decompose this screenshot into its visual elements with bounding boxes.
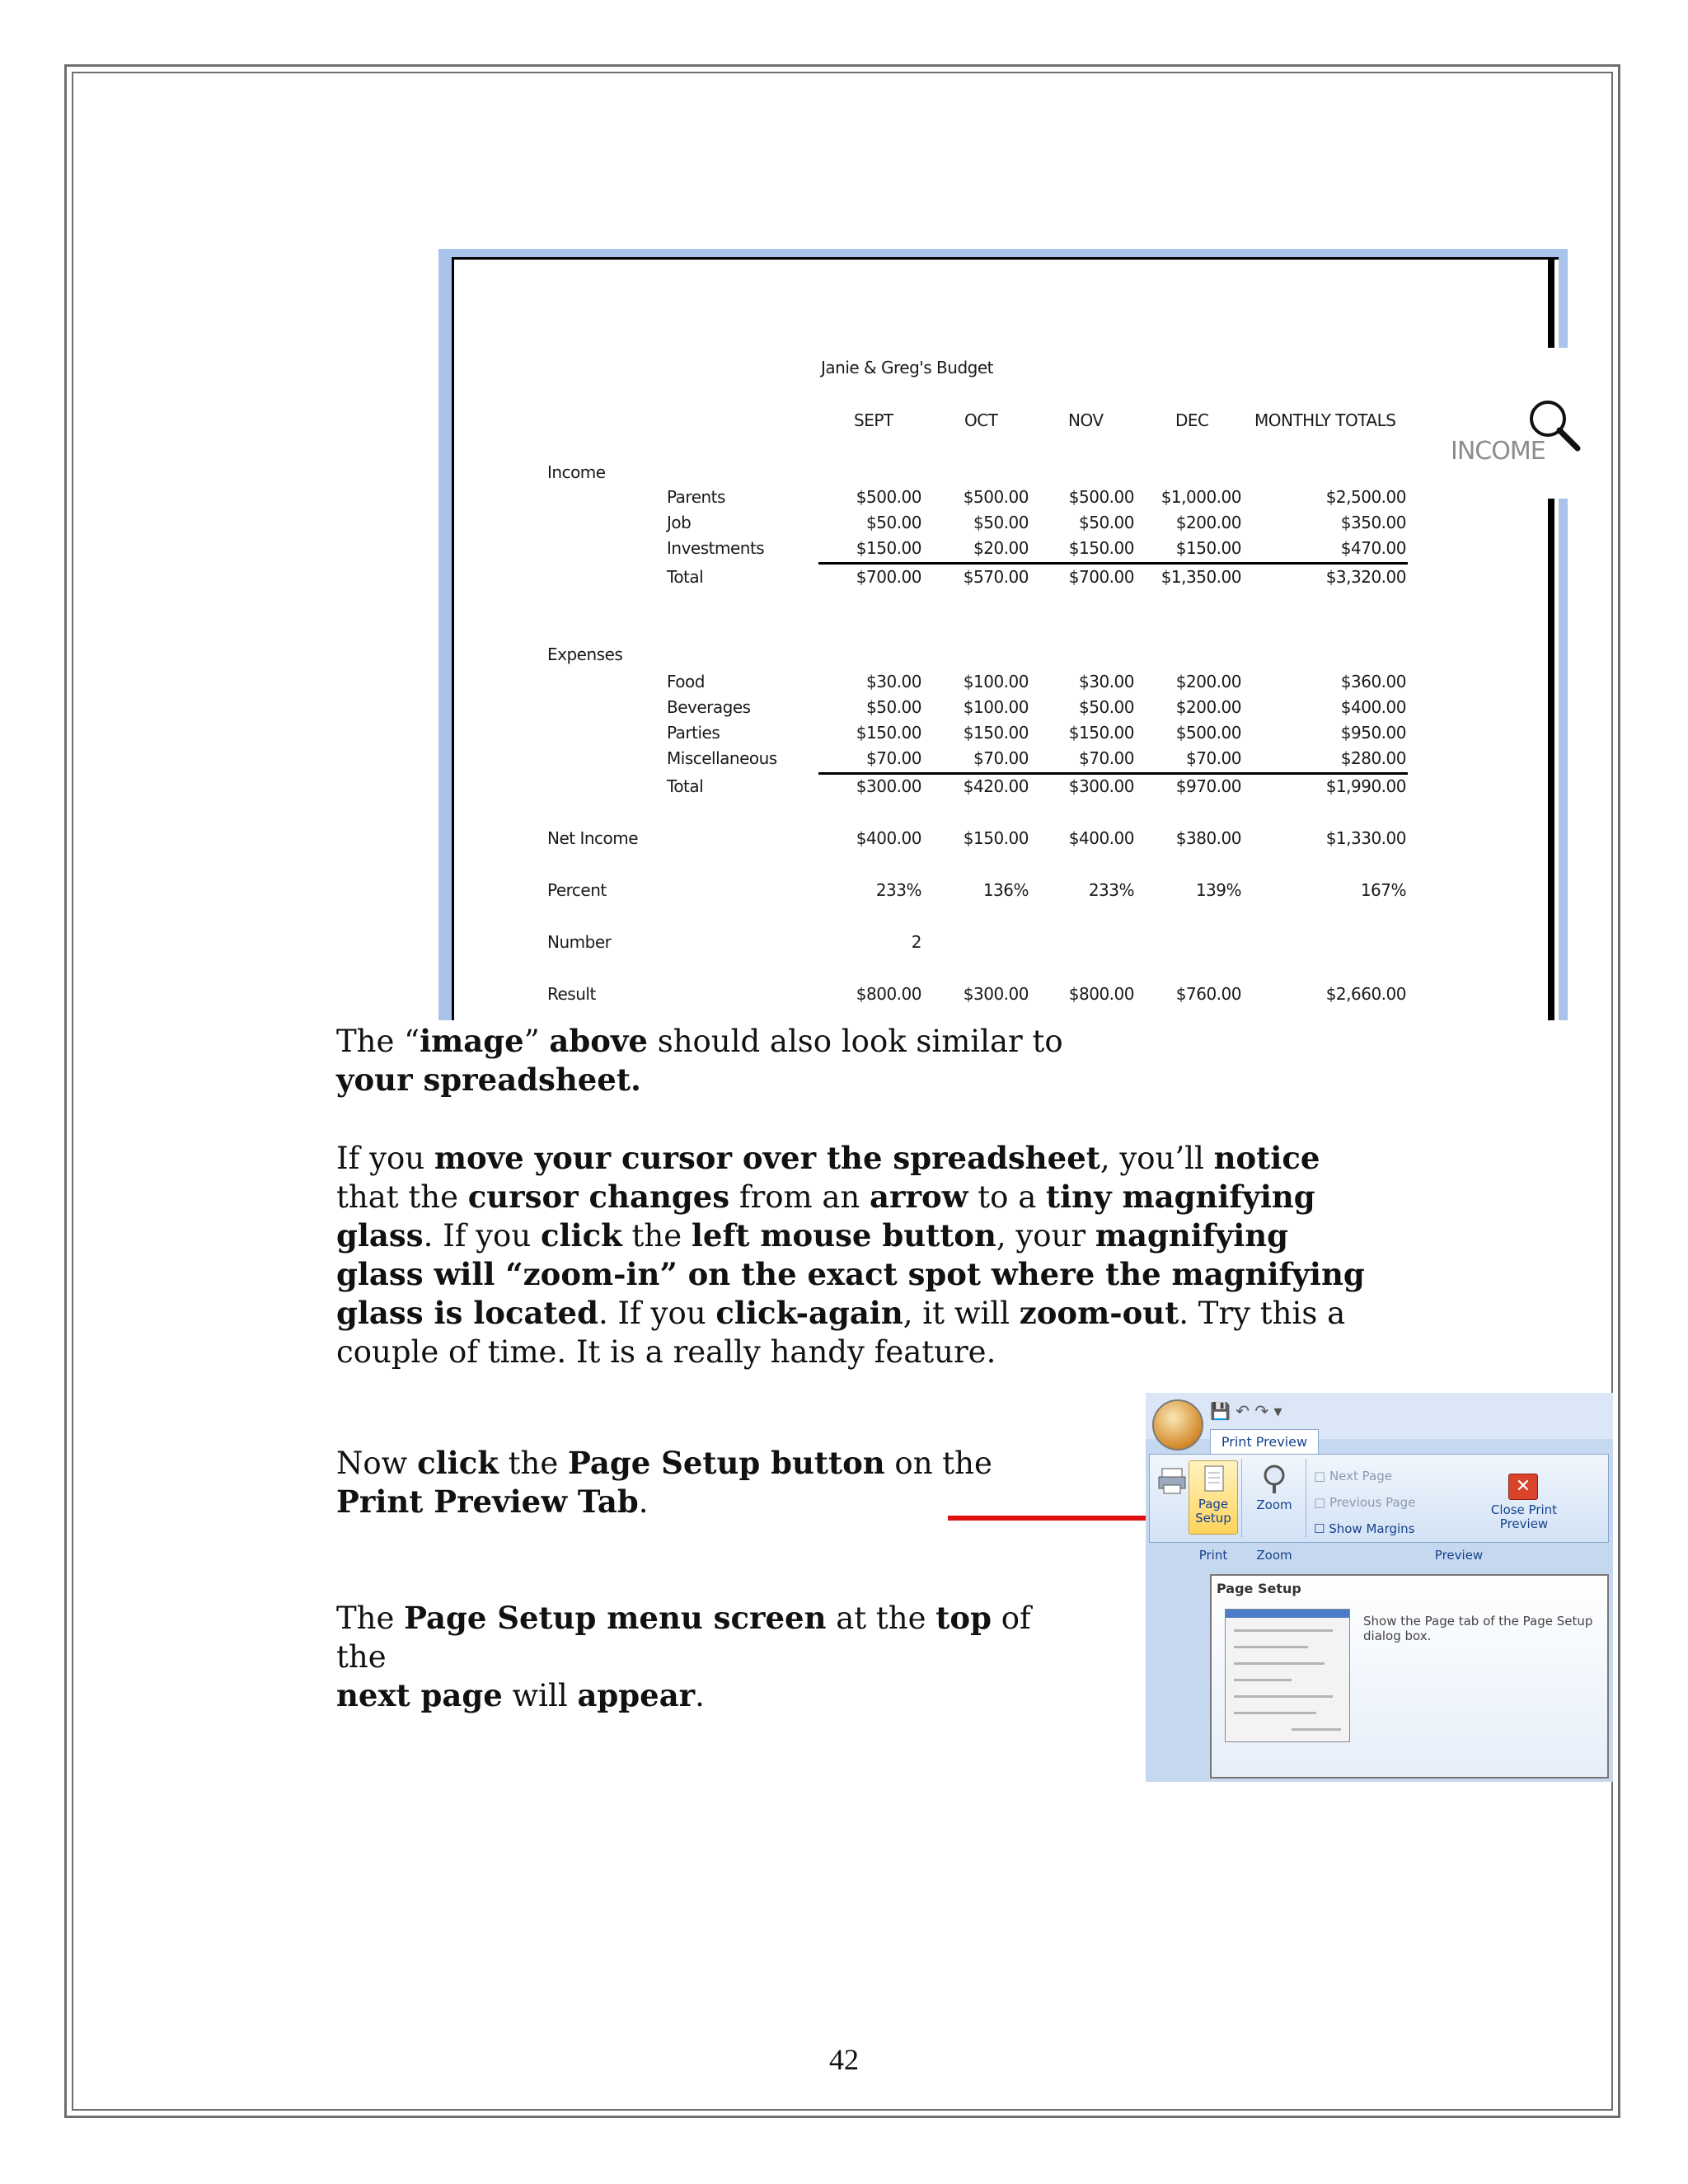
cell-value: $50.00	[1079, 513, 1134, 532]
zoom-label: Zoom	[1256, 1497, 1292, 1512]
cell-value: $700.00	[856, 567, 921, 587]
page-setup-label: Page Setup	[1195, 1497, 1231, 1526]
cell-value: $500.00	[1068, 487, 1134, 507]
row-label: Total	[667, 776, 704, 796]
cell-value: $500.00	[1175, 723, 1241, 743]
group-label-print: Print	[1198, 1548, 1228, 1563]
cell-value: $380.00	[1175, 828, 1241, 848]
cell-value: $400.00	[1068, 828, 1134, 848]
column-header: OCT	[964, 410, 998, 430]
cell-value: $100.00	[963, 697, 1029, 717]
group-label-zoom: Zoom	[1256, 1548, 1292, 1563]
previous-page-label: Previous Page	[1329, 1495, 1416, 1510]
paragraph-zoom-instructions: If you move your cursor over the spreadsheet, you’ll notice that the cursor changes from an arrow to a tiny magnifying glass. If you click the left mouse button, your magnifying glass will “zoom-in” on the exact spot where the magnifying glass is located. If you click-again, it will zoom-out. Try this a couple of time. It is a really handy feature.	[336, 1140, 1365, 1370]
paragraph-page-setup-appears: The Page Setup menu screen at the top of the next page will appear.	[336, 1600, 1031, 1713]
cell-value: $500.00	[856, 487, 921, 507]
row-label: Beverages	[667, 697, 751, 717]
cell-value: 233%	[1088, 880, 1134, 900]
section-label-income: Income	[547, 462, 606, 482]
zoom-icon	[1258, 1462, 1291, 1495]
column-header: DEC	[1175, 410, 1209, 430]
cell-value: $400.00	[1340, 697, 1406, 717]
preview-page	[452, 257, 1559, 1020]
section-label-expenses: Expenses	[547, 644, 623, 664]
cell-value: $800.00	[856, 984, 921, 1004]
cell-value: $300.00	[856, 776, 921, 796]
cell-value: $150.00	[1068, 538, 1134, 558]
close-icon[interactable]: ✕	[1508, 1474, 1538, 1500]
cell-value: $300.00	[1068, 776, 1134, 796]
cell-value: $70.00	[1079, 748, 1134, 768]
page-setup-button[interactable]	[1189, 1460, 1238, 1535]
close-print-preview-button[interactable]	[1479, 1503, 1569, 1531]
cell-value: $1,350.00	[1160, 567, 1241, 587]
cell-value: $200.00	[1175, 697, 1241, 717]
cell-value: $2,500.00	[1325, 487, 1406, 507]
red-arrow-line	[948, 1516, 1169, 1521]
page-setup-dialog-thumbnail	[1225, 1609, 1350, 1742]
row-label: Result	[547, 984, 596, 1004]
zoom-button[interactable]	[1248, 1462, 1301, 1528]
show-margins-checkbox[interactable]: ☐ Show Margins	[1314, 1521, 1415, 1536]
cell-value: $350.00	[1340, 513, 1406, 532]
cell-value: 167%	[1360, 880, 1406, 900]
cell-value: 2	[911, 932, 921, 952]
row-label: Job	[667, 513, 692, 532]
page-number: 42	[829, 2043, 859, 2076]
cell-value: $70.00	[1186, 748, 1241, 768]
paragraph-image-similar: The “image” above should also look similar to your spreadsheet.	[336, 1023, 1063, 1098]
group-separator	[1241, 1459, 1242, 1538]
cell-value: $760.00	[1175, 984, 1241, 1004]
row-label: Parents	[667, 487, 725, 507]
row-label: Number	[547, 932, 612, 952]
cell-value: $970.00	[1175, 776, 1241, 796]
cell-value: $300.00	[963, 984, 1029, 1004]
page-edge-shadow	[1548, 499, 1554, 1020]
magnifying-glass-icon	[1523, 394, 1587, 458]
next-page-label: Next Page	[1329, 1469, 1392, 1483]
cell-value: $470.00	[1340, 538, 1406, 558]
cell-value: $1,990.00	[1325, 776, 1406, 796]
previous-page-button[interactable]: □ Previous Page	[1314, 1495, 1416, 1510]
cell-value: $500.00	[963, 487, 1029, 507]
page-setup-icon	[1197, 1465, 1230, 1494]
row-label: Total	[667, 567, 704, 587]
cell-value: $200.00	[1175, 513, 1241, 532]
office-button-icon[interactable]	[1152, 1399, 1203, 1451]
cell-value: $400.00	[856, 828, 921, 848]
row-label: Miscellaneous	[667, 748, 777, 768]
row-label: Investments	[667, 538, 765, 558]
cell-value: 139%	[1195, 880, 1241, 900]
column-header: SEPT	[854, 410, 893, 430]
cell-value: $150.00	[963, 723, 1029, 743]
cell-value: $570.00	[963, 567, 1029, 587]
cell-value: $2,660.00	[1325, 984, 1406, 1004]
cell-value: $100.00	[963, 672, 1029, 691]
column-header: MONTHLY TOTALS	[1254, 410, 1396, 430]
cell-value: $150.00	[1068, 723, 1134, 743]
quick-access-icons: 💾 ↶ ↷ ▾	[1210, 1401, 1282, 1421]
cell-value: $20.00	[973, 538, 1029, 558]
cell-value: $360.00	[1340, 672, 1406, 691]
cell-value: $1,330.00	[1325, 828, 1406, 848]
cell-value: $70.00	[973, 748, 1029, 768]
cell-value: $200.00	[1175, 672, 1241, 691]
show-margins-label: Show Margins	[1329, 1521, 1415, 1536]
row-label: Percent	[547, 880, 607, 900]
row-label: Food	[667, 672, 705, 691]
cell-value: $950.00	[1340, 723, 1406, 743]
print-icon[interactable]	[1157, 1467, 1187, 1495]
cell-value: $30.00	[1079, 672, 1134, 691]
cell-value: $150.00	[1175, 538, 1241, 558]
cell-value: $700.00	[1068, 567, 1134, 587]
spreadsheet-preview-image	[438, 249, 1568, 1020]
cell-value: $800.00	[1068, 984, 1134, 1004]
tooltip-title: Page Setup	[1217, 1581, 1301, 1596]
tab-print-preview[interactable]: Print Preview	[1210, 1429, 1319, 1455]
row-label: Net Income	[547, 828, 639, 848]
tooltip-description: Show the Page tab of the Page Setup dialog box.	[1363, 1614, 1593, 1643]
cell-value: $50.00	[866, 513, 921, 532]
row-label: Parties	[667, 723, 720, 743]
paragraph-click-page-setup: Now click the Page Setup button on the Print Preview Tab.	[336, 1445, 992, 1520]
cell-value: $150.00	[856, 538, 921, 558]
cell-value: $50.00	[973, 513, 1029, 532]
column-header: NOV	[1068, 410, 1104, 430]
cell-value: $1,000.00	[1160, 487, 1241, 507]
cell-value: $280.00	[1340, 748, 1406, 768]
next-page-button[interactable]: □ Next Page	[1314, 1469, 1392, 1483]
page-edge-shadow	[1548, 257, 1554, 348]
zoomed-income-label: INCOME	[1451, 437, 1545, 466]
spreadsheet-title: Janie & Greg's Budget	[821, 358, 993, 377]
ribbon-screenshot	[1146, 1393, 1613, 1782]
cell-value: $50.00	[1079, 697, 1134, 717]
cell-value: $30.00	[866, 672, 921, 691]
close-print-preview-label: Close Print Preview	[1490, 1502, 1558, 1531]
cell-value: $3,320.00	[1325, 567, 1406, 587]
cell-value: $420.00	[963, 776, 1029, 796]
cell-value: 136%	[982, 880, 1029, 900]
page-setup-tooltip	[1210, 1574, 1609, 1779]
cell-value: 233%	[875, 880, 921, 900]
cell-value: $50.00	[866, 697, 921, 717]
cell-value: $70.00	[866, 748, 921, 768]
cell-value: $150.00	[963, 828, 1029, 848]
cell-value: $150.00	[856, 723, 921, 743]
total-underline	[818, 772, 1408, 775]
group-label-preview: Preview	[1434, 1548, 1484, 1563]
total-underline	[818, 562, 1408, 565]
